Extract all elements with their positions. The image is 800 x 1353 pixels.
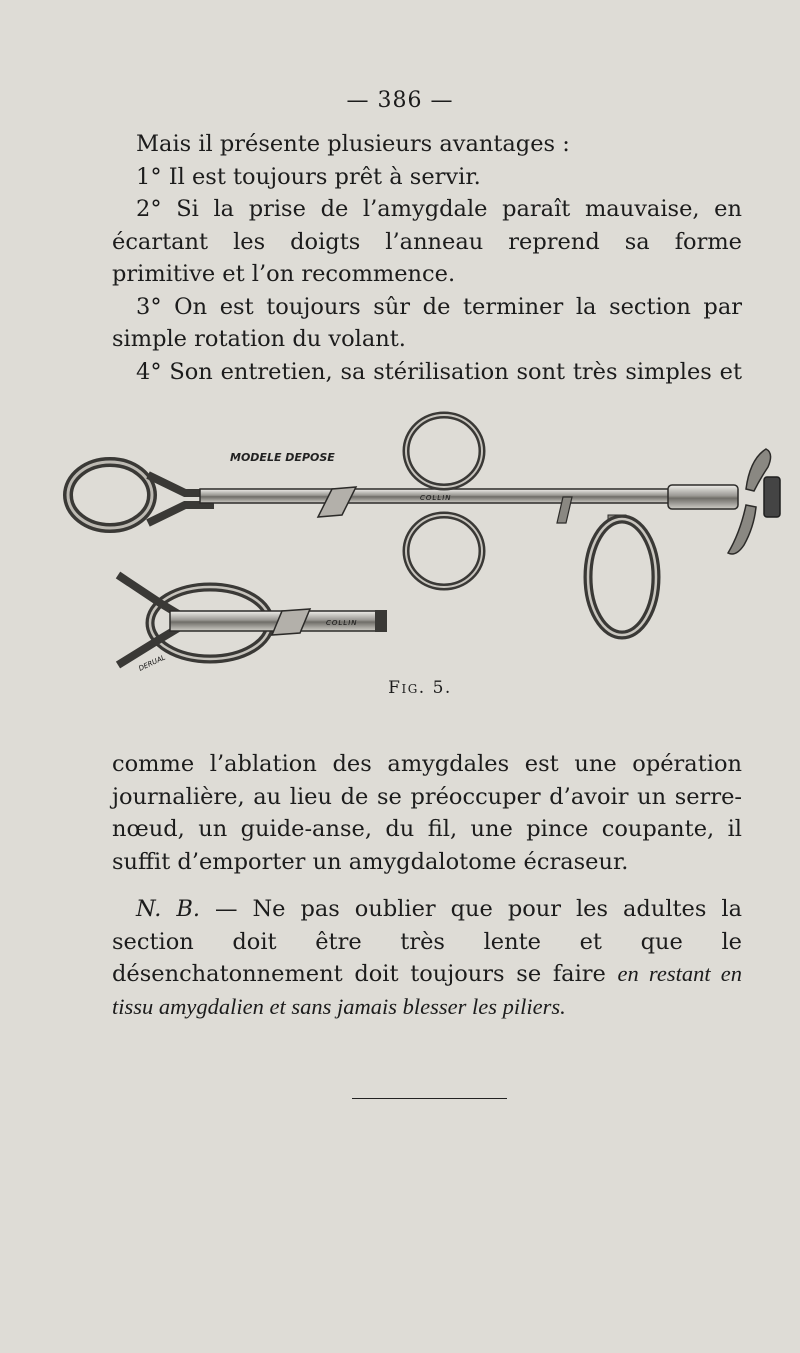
nb-text: — Ne pas oublier que pour les adultes la section doit être très lente et que le désenchatonnement doit toujours se faire bbox=[112, 896, 742, 987]
paragraph-point-1: 1° Il est toujours prêt à servir. bbox=[136, 163, 481, 190]
wheel-nut bbox=[764, 477, 780, 517]
section-rule bbox=[352, 1098, 507, 1099]
text-block-middle bbox=[112, 748, 742, 878]
paragraph-nb bbox=[112, 893, 742, 1023]
screw-housing bbox=[668, 485, 738, 509]
paragraph-point-3: 3° On est toujours sûr de terminer la section par simple rotation du volant. bbox=[112, 293, 742, 352]
figure-amygdalotome bbox=[60, 405, 790, 685]
instrument-assembled bbox=[68, 415, 780, 635]
instrument-detached-part bbox=[118, 575, 387, 673]
paragraph-point-2: 2° Si la prise de l’amygdale paraît mauvaise, en écartant les doigts l’anneau reprend sa forme primitive et l’on recommence. bbox=[112, 196, 742, 287]
label-collin-upper: COLLIN bbox=[420, 494, 452, 502]
paragraph-intro: Mais il présente plusieurs avantages : bbox=[136, 131, 570, 157]
page-number: — 386 — bbox=[346, 88, 454, 113]
paragraph-point-4: 4° Son entretien, sa stérilisation sont très simples et bbox=[136, 358, 742, 385]
text-block-nb bbox=[112, 893, 742, 1023]
nb-label: N. B. bbox=[136, 896, 201, 922]
label-model-depose: MODELE DEPOSE bbox=[230, 451, 335, 464]
paragraph-continuation: comme l’ablation des amygdales est une opération journalière, au lieu de se préoccuper d’avoir un serre-nœud, un guide-anse, du fil, une pince coupante, il suffit d’emporter un amygdalotome écraseur. bbox=[112, 751, 742, 875]
label-collin-lower: COLLIN bbox=[326, 619, 358, 627]
wing-handle-bottom bbox=[728, 505, 756, 554]
nb-text-italic: en restant en tissu amygdalien et sans jamais blesser les piliers. bbox=[112, 961, 742, 1019]
engraver-signature: DERUAL bbox=[137, 653, 167, 673]
text-block-top bbox=[112, 128, 742, 388]
figure-caption: Fig. 5. bbox=[388, 678, 452, 698]
